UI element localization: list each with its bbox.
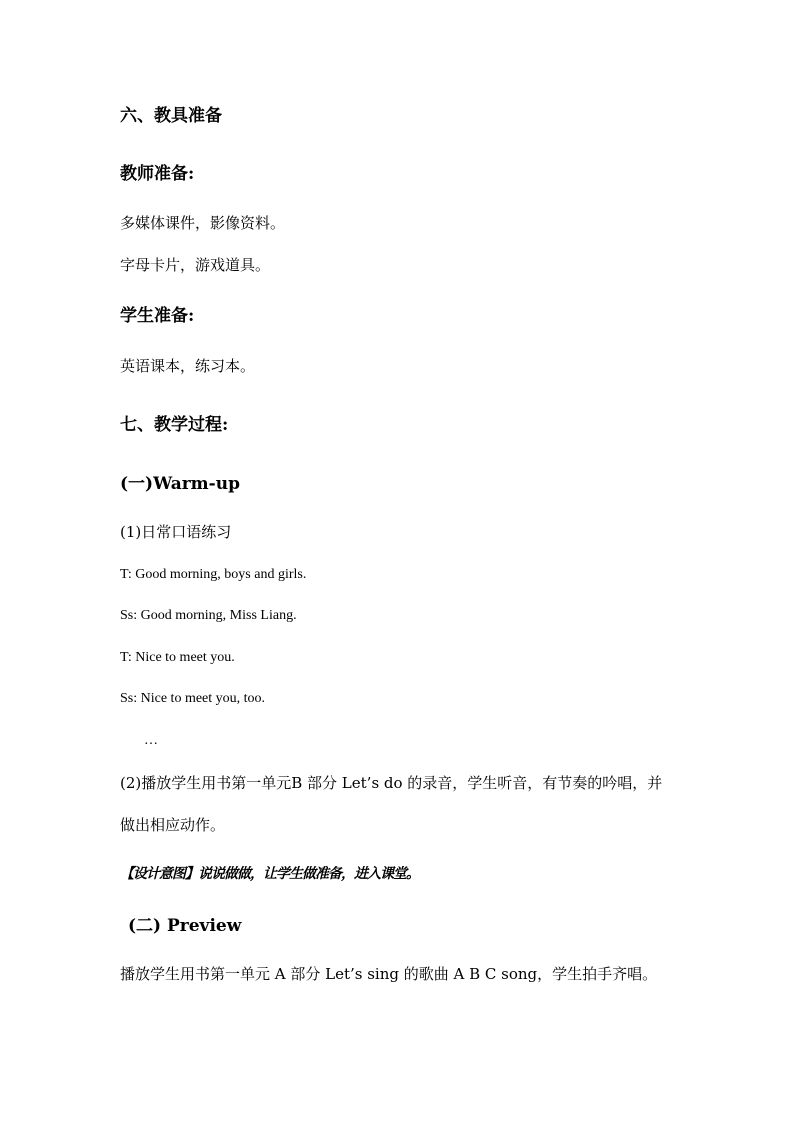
dialogue-line: Ss: Good morning, Miss Liang. xyxy=(120,608,297,623)
dialogue-line: T: Good morning, boys and girls. xyxy=(120,567,307,582)
dialogue-ellipsis: … xyxy=(144,733,158,748)
section-6-heading: 六、教具准备 xyxy=(120,106,222,126)
student-prep-heading: 学生准备: xyxy=(120,306,195,326)
warmup-step-2: (2)播放学生用书第一单元B 部分 Let’s do 的录音，学生听音，有节奏的吟唱，并 xyxy=(120,774,663,792)
teacher-prep-item: 多媒体课件，影像资料。 xyxy=(120,214,286,232)
warmup-step-2-continued: 做出相应动作。 xyxy=(120,816,226,834)
warmup-heading: (一)Warm-up xyxy=(120,474,240,494)
warmup-step-1: (1)日常口语练习 xyxy=(120,523,232,541)
teacher-prep-item: 字母卡片，游戏道具。 xyxy=(120,256,271,274)
dialogue-line: Ss: Nice to meet you, too. xyxy=(120,691,266,706)
preview-heading: (二) Preview xyxy=(128,916,242,936)
teacher-prep-heading: 教师准备: xyxy=(120,164,195,184)
section-7-heading: 七、教学过程: xyxy=(120,415,229,435)
dialogue-line: T: Nice to meet you. xyxy=(120,650,235,665)
preview-text: 播放学生用书第一单元 A 部分 Let’s sing 的歌曲 A B C song，学生拍手齐唱。 xyxy=(120,965,658,983)
student-prep-item: 英语课本，练习本。 xyxy=(120,357,256,375)
design-intent-note: 【设计意图】说说做做，让学生做准备，进入课堂。 xyxy=(120,866,419,882)
